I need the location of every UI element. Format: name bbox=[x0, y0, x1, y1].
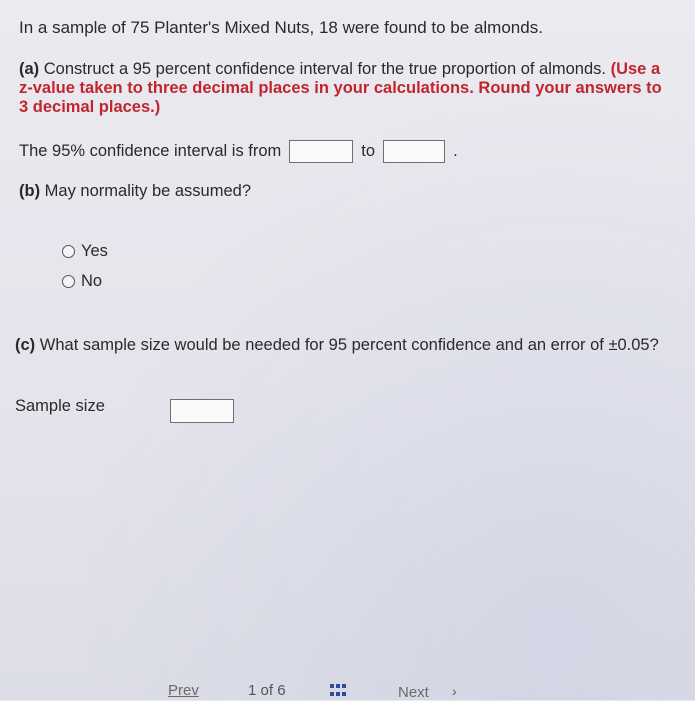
radio-icon[interactable] bbox=[62, 275, 75, 288]
ci-to-label: to bbox=[361, 142, 376, 160]
chevron-right-icon[interactable]: › bbox=[452, 683, 457, 699]
pagination-bar bbox=[0, 682, 695, 700]
page-indicator bbox=[248, 682, 286, 699]
option-yes-label: Yes bbox=[81, 242, 108, 260]
page-total: 6 bbox=[277, 682, 286, 699]
next-button[interactable] bbox=[398, 684, 429, 701]
part-b-label: (b) bbox=[19, 182, 41, 200]
part-b-text bbox=[19, 182, 251, 201]
option-no-label: No bbox=[81, 272, 103, 290]
option-yes[interactable] bbox=[62, 242, 108, 261]
part-a-label: (a) bbox=[19, 60, 40, 78]
page-current: 1 bbox=[248, 682, 257, 699]
sample-size-input[interactable] bbox=[170, 399, 234, 423]
page-of: of bbox=[260, 682, 274, 699]
ci-prefix: The 95% confidence interval is from bbox=[19, 142, 282, 160]
radio-icon[interactable] bbox=[62, 245, 75, 258]
ci-upper-input[interactable] bbox=[383, 140, 445, 163]
part-a-text bbox=[19, 60, 669, 117]
part-c-label: (c) bbox=[15, 336, 36, 354]
prev-button[interactable] bbox=[168, 682, 199, 699]
part-a-prompt: Construct a 95 percent confidence interval for the true proportion of almonds. bbox=[43, 60, 606, 78]
question-intro: In a sample of 75 Planter's Mixed Nuts, 18 were found to be almonds. bbox=[19, 18, 543, 37]
part-c-text bbox=[15, 336, 680, 355]
option-no[interactable] bbox=[62, 272, 102, 291]
ci-period: . bbox=[453, 142, 458, 160]
grid-icon[interactable] bbox=[330, 684, 346, 698]
next-label: Next bbox=[398, 684, 429, 701]
part-b-prompt: May normality be assumed? bbox=[44, 182, 252, 200]
ci-lower-input[interactable] bbox=[289, 140, 353, 163]
part-a-instruction: (Use a z-value taken to three decimal places in your calculations. Round your answers to 3 decimal places.) bbox=[19, 60, 662, 116]
confidence-interval-row bbox=[19, 140, 458, 163]
prev-label: Prev bbox=[168, 682, 199, 699]
sample-size-label: Sample size bbox=[15, 397, 105, 415]
part-c-prompt: What sample size would be needed for 95 percent confidence and an error of ±0.05? bbox=[39, 336, 659, 354]
